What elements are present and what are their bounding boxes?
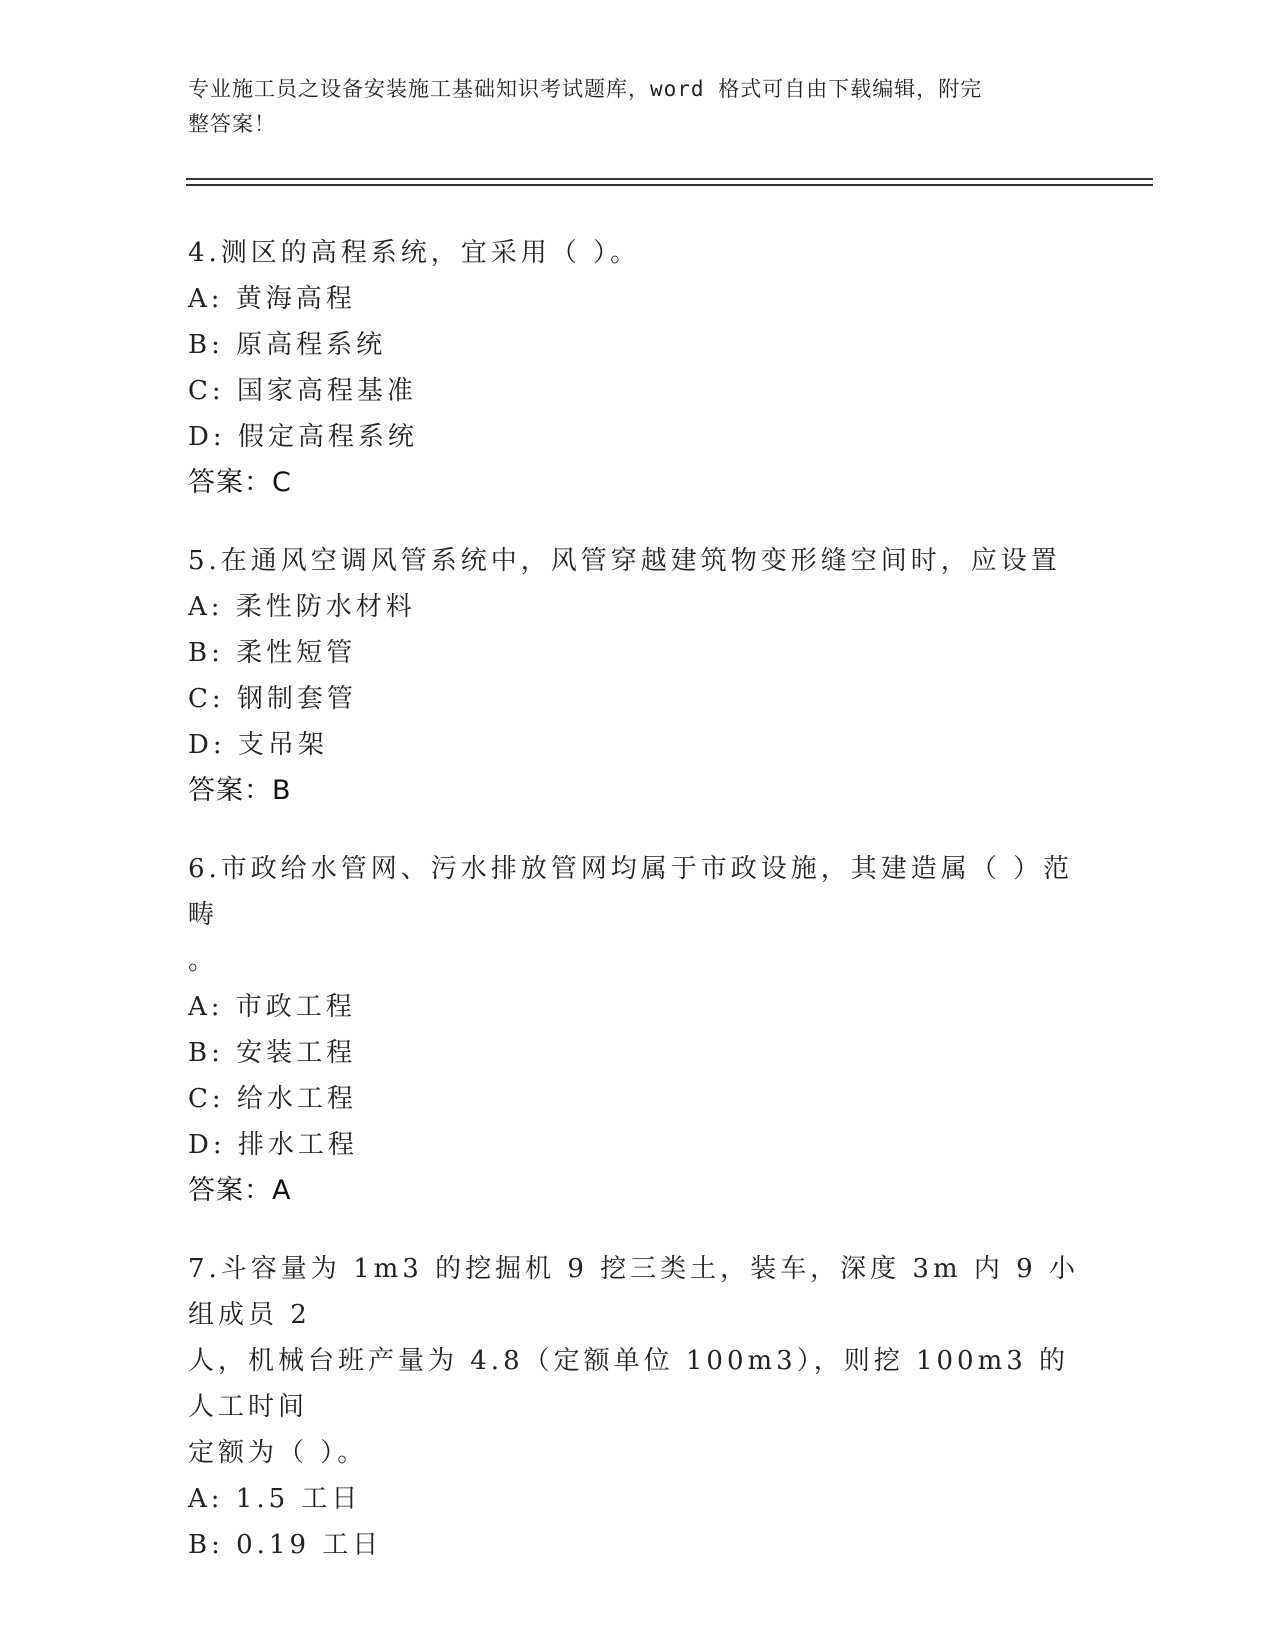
question-list bbox=[188, 230, 1088, 1600]
answer: 答案：B bbox=[188, 775, 292, 806]
question-5 bbox=[188, 538, 1088, 814]
question-text: 5.在通风空调风管系统中，风管穿越建筑物变形缝空间时，应设置 bbox=[188, 546, 1061, 576]
option-b: B: 0.19 工日 bbox=[188, 1530, 383, 1560]
question-7 bbox=[188, 1246, 1088, 1568]
answer: 答案：A bbox=[188, 1175, 292, 1206]
option-b: B: 柔性短管 bbox=[188, 638, 357, 668]
header-divider-bottom bbox=[186, 184, 1153, 186]
question-text-continued: 。 bbox=[188, 946, 219, 976]
question-text: 6.市政给水管网、污水排放管网均属于市政设施，其建造属（ ）范畴 bbox=[188, 854, 1074, 930]
option-d: D: 支吊架 bbox=[188, 730, 328, 760]
header-line-2: 整答案！ bbox=[188, 112, 276, 136]
option-c: C: 国家高程基准 bbox=[188, 376, 417, 406]
document-header bbox=[188, 72, 1078, 142]
option-d: D: 假定高程系统 bbox=[188, 422, 418, 452]
option-a: A: 黄海高程 bbox=[188, 284, 356, 314]
question-6 bbox=[188, 846, 1088, 1214]
question-text: 7.斗容量为 1m3 的挖掘机 9 挖三类土，装车，深度 3m 内 9 小组成员 2 bbox=[188, 1254, 1079, 1330]
option-b: B: 安装工程 bbox=[188, 1038, 357, 1068]
option-a: A: 市政工程 bbox=[188, 992, 356, 1022]
question-text-continued: 定额为（ ）。 bbox=[188, 1438, 368, 1468]
option-c: C: 给水工程 bbox=[188, 1084, 357, 1114]
answer: 答案：C bbox=[188, 467, 292, 498]
option-a: A: 1.5 工日 bbox=[188, 1484, 362, 1514]
question-text: 4.测区的高程系统，宜采用（ ）。 bbox=[188, 238, 641, 268]
question-4 bbox=[188, 230, 1088, 506]
option-b: B: 原高程系统 bbox=[188, 330, 387, 360]
question-text-continued: 人，机械台班产量为 4.8（定额单位 100m3），则挖 100m3 的人工时间 bbox=[188, 1346, 1070, 1422]
option-c: C: 钢制套管 bbox=[188, 684, 357, 714]
option-a: A: 柔性防水材料 bbox=[188, 592, 416, 622]
header-divider-top bbox=[186, 178, 1153, 180]
header-line-1: 专业施工员之设备安装施工基础知识考试题库，word 格式可自由下载编辑，附完 bbox=[188, 77, 983, 101]
option-d: D: 排水工程 bbox=[188, 1130, 358, 1160]
